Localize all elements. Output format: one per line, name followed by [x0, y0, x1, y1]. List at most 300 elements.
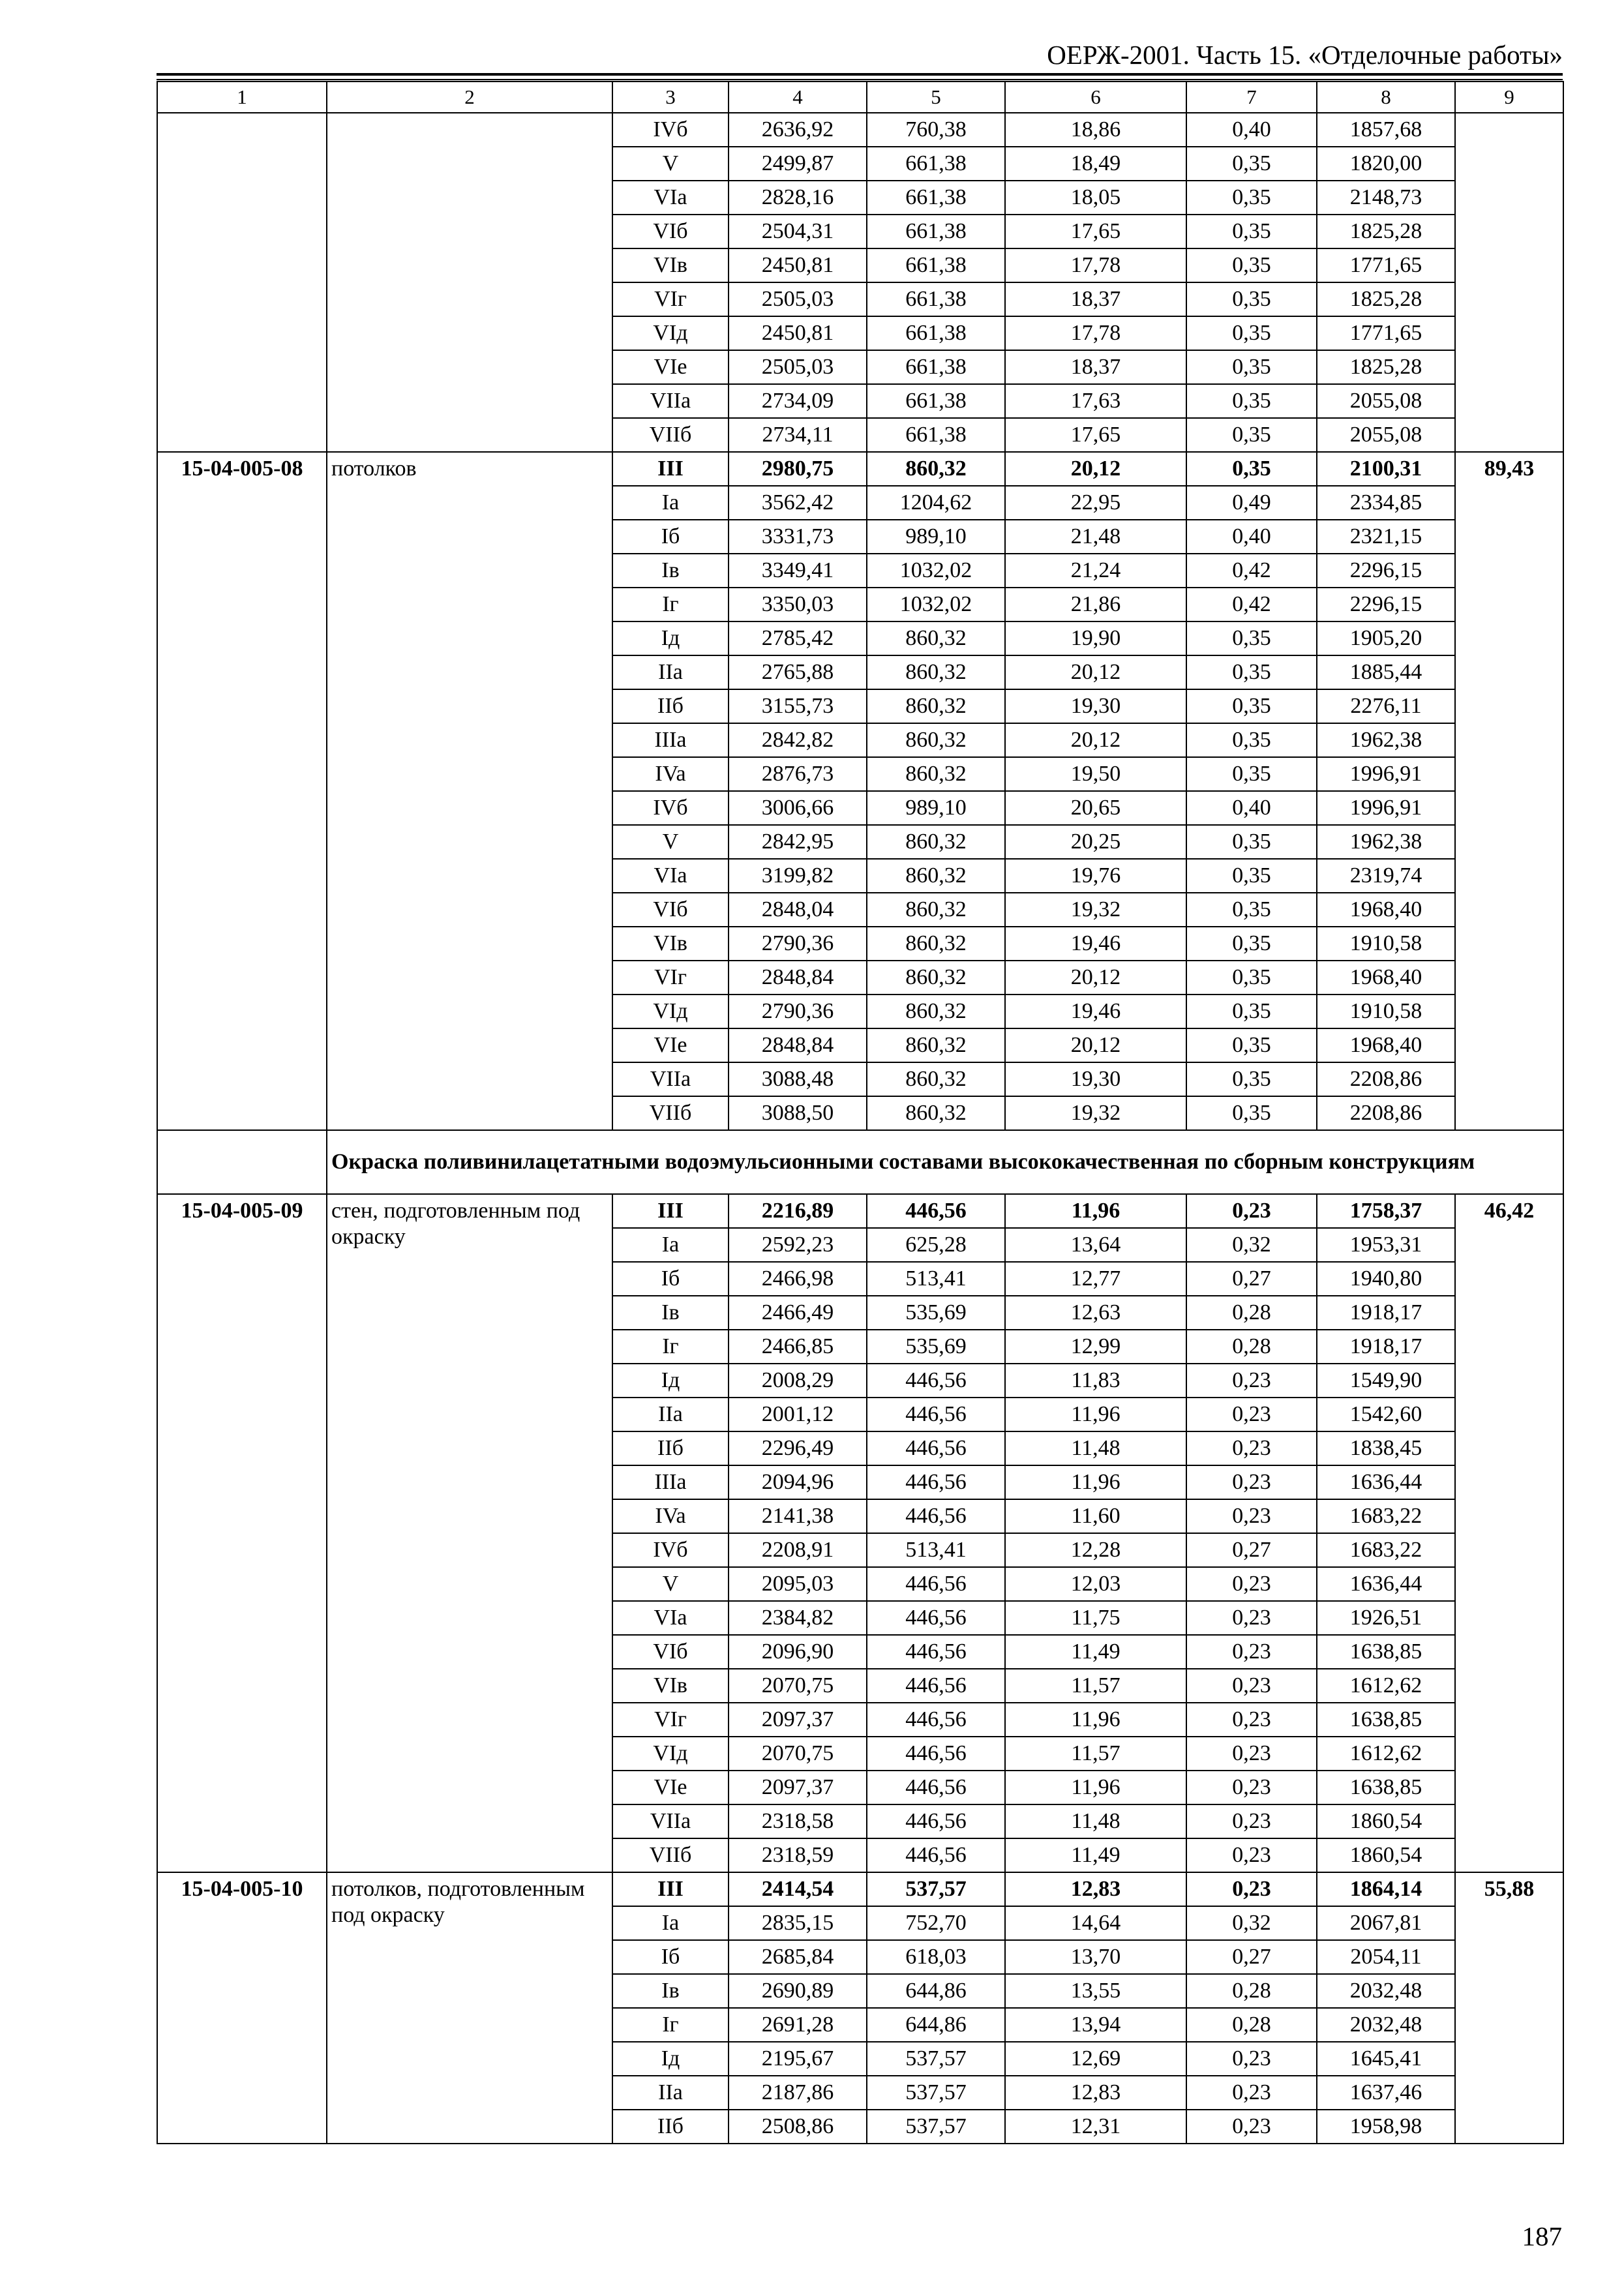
- direct-cost-cell: 2790,36: [729, 995, 867, 1028]
- materials-cell: 1953,31: [1317, 1228, 1455, 1262]
- machine-cost-cell: 12,99: [1005, 1330, 1186, 1364]
- labor-wage-cell: 644,86: [867, 1974, 1005, 2008]
- machine-cost-cell: 11,96: [1005, 1465, 1186, 1499]
- machinist-wage-cell: 0,35: [1186, 961, 1317, 995]
- labor-wage-cell: 860,32: [867, 1062, 1005, 1096]
- machinist-wage-cell: 0,35: [1186, 655, 1317, 689]
- direct-cost-cell: 2466,98: [729, 1262, 867, 1296]
- machine-cost-cell: 11,57: [1005, 1669, 1186, 1703]
- machine-cost-cell: 11,83: [1005, 1364, 1186, 1398]
- machinist-wage-cell: 0,35: [1186, 893, 1317, 927]
- machinist-wage-cell: 0,35: [1186, 316, 1317, 350]
- labor-wage-cell: 661,38: [867, 181, 1005, 215]
- materials-cell: 2276,11: [1317, 689, 1455, 723]
- zone-cell: IVб: [612, 113, 729, 147]
- direct-cost-cell: 2876,73: [729, 757, 867, 791]
- machinist-wage-cell: 0,23: [1186, 1567, 1317, 1601]
- direct-cost-cell: 2296,49: [729, 1431, 867, 1465]
- machinist-wage-cell: 0,27: [1186, 1940, 1317, 1974]
- zone-cell: IIa: [612, 2076, 729, 2110]
- zone-cell: Iд: [612, 621, 729, 655]
- direct-cost-cell: 3350,03: [729, 588, 867, 621]
- rate-code-cell: [157, 113, 327, 452]
- labor-wage-cell: 513,41: [867, 1533, 1005, 1567]
- zone-cell: VIa: [612, 1601, 729, 1635]
- machine-cost-cell: 11,96: [1005, 1194, 1186, 1228]
- labor-cost-cell: 89,43: [1455, 452, 1563, 1130]
- labor-wage-cell: 625,28: [867, 1228, 1005, 1262]
- column-number: 4: [729, 82, 867, 113]
- materials-cell: 1683,22: [1317, 1499, 1455, 1533]
- zone-cell: Iв: [612, 554, 729, 588]
- direct-cost-cell: 2450,81: [729, 316, 867, 350]
- materials-cell: 1758,37: [1317, 1194, 1455, 1228]
- machinist-wage-cell: 0,35: [1186, 689, 1317, 723]
- materials-cell: 2067,81: [1317, 1906, 1455, 1940]
- labor-wage-cell: 860,32: [867, 1028, 1005, 1062]
- direct-cost-cell: 3088,48: [729, 1062, 867, 1096]
- labor-wage-cell: 446,56: [867, 1601, 1005, 1635]
- header-rule-thick: [157, 73, 1563, 76]
- direct-cost-cell: 2508,86: [729, 2110, 867, 2144]
- materials-cell: 1940,80: [1317, 1262, 1455, 1296]
- machine-cost-cell: 20,12: [1005, 961, 1186, 995]
- labor-wage-cell: 537,57: [867, 2076, 1005, 2110]
- machine-cost-cell: 20,12: [1005, 452, 1186, 486]
- machinist-wage-cell: 0,23: [1186, 1431, 1317, 1465]
- machinist-wage-cell: 0,23: [1186, 1771, 1317, 1804]
- direct-cost-cell: 2208,91: [729, 1533, 867, 1567]
- zone-cell: VIв: [612, 927, 729, 961]
- labor-wage-cell: 535,69: [867, 1296, 1005, 1330]
- materials-cell: 1958,98: [1317, 2110, 1455, 2144]
- column-number: 2: [327, 82, 612, 113]
- direct-cost-cell: 2636,92: [729, 113, 867, 147]
- zone-cell: VIa: [612, 181, 729, 215]
- machinist-wage-cell: 0,23: [1186, 1872, 1317, 1906]
- machinist-wage-cell: 0,35: [1186, 757, 1317, 791]
- machinist-wage-cell: 0,35: [1186, 215, 1317, 248]
- labor-wage-cell: 860,32: [867, 689, 1005, 723]
- direct-cost-cell: 2848,04: [729, 893, 867, 927]
- machinist-wage-cell: 0,28: [1186, 1296, 1317, 1330]
- labor-wage-cell: 446,56: [867, 1737, 1005, 1771]
- labor-wage-cell: 860,32: [867, 655, 1005, 689]
- materials-cell: 1542,60: [1317, 1398, 1455, 1431]
- machine-cost-cell: 18,86: [1005, 113, 1186, 147]
- materials-cell: 1962,38: [1317, 825, 1455, 859]
- materials-cell: 2054,11: [1317, 1940, 1455, 1974]
- machinist-wage-cell: 0,35: [1186, 825, 1317, 859]
- table-row: [157, 1194, 1563, 1228]
- machinist-wage-cell: 0,27: [1186, 1262, 1317, 1296]
- page-number: 187: [1522, 2221, 1562, 2251]
- labor-wage-cell: 860,32: [867, 757, 1005, 791]
- labor-wage-cell: 446,56: [867, 1465, 1005, 1499]
- direct-cost-cell: 2848,84: [729, 1028, 867, 1062]
- machine-cost-cell: 19,76: [1005, 859, 1186, 893]
- direct-cost-cell: 2685,84: [729, 1940, 867, 1974]
- machinist-wage-cell: 0,35: [1186, 859, 1317, 893]
- machinist-wage-cell: 0,28: [1186, 2008, 1317, 2042]
- machinist-wage-cell: 0,23: [1186, 1737, 1317, 1771]
- machinist-wage-cell: 0,32: [1186, 1228, 1317, 1262]
- labor-wage-cell: 446,56: [867, 1669, 1005, 1703]
- labor-wage-cell: 446,56: [867, 1398, 1005, 1431]
- zone-cell: Iд: [612, 1364, 729, 1398]
- machine-cost-cell: 20,25: [1005, 825, 1186, 859]
- machine-cost-cell: 13,64: [1005, 1228, 1186, 1262]
- zone-cell: Iд: [612, 2042, 729, 2076]
- labor-wage-cell: 1204,62: [867, 486, 1005, 520]
- labor-wage-cell: 537,57: [867, 2110, 1005, 2144]
- materials-cell: 1637,46: [1317, 2076, 1455, 2110]
- rate-code-cell: 15-04-005-09: [157, 1194, 327, 1872]
- labor-wage-cell: 446,56: [867, 1838, 1005, 1872]
- machine-cost-cell: 18,37: [1005, 350, 1186, 384]
- zone-cell: IVб: [612, 1533, 729, 1567]
- machinist-wage-cell: 0,42: [1186, 588, 1317, 621]
- labor-wage-cell: 860,32: [867, 927, 1005, 961]
- labor-wage-cell: 661,38: [867, 418, 1005, 452]
- materials-cell: 1636,44: [1317, 1465, 1455, 1499]
- machine-cost-cell: 11,96: [1005, 1398, 1186, 1431]
- machinist-wage-cell: 0,32: [1186, 1906, 1317, 1940]
- zone-cell: IIIa: [612, 1465, 729, 1499]
- direct-cost-cell: 2450,81: [729, 248, 867, 282]
- machinist-wage-cell: 0,27: [1186, 1533, 1317, 1567]
- zone-cell: IIa: [612, 655, 729, 689]
- labor-wage-cell: 1032,02: [867, 588, 1005, 621]
- labor-wage-cell: 752,70: [867, 1906, 1005, 1940]
- labor-wage-cell: 1032,02: [867, 554, 1005, 588]
- machine-cost-cell: 17,65: [1005, 418, 1186, 452]
- zone-cell: VIг: [612, 1703, 729, 1737]
- direct-cost-cell: 2466,85: [729, 1330, 867, 1364]
- machine-cost-cell: 17,63: [1005, 384, 1186, 418]
- direct-cost-cell: 2734,11: [729, 418, 867, 452]
- zone-cell: VIIб: [612, 1838, 729, 1872]
- zone-cell: Iб: [612, 1940, 729, 1974]
- materials-cell: 1683,22: [1317, 1533, 1455, 1567]
- zone-cell: VIIa: [612, 1804, 729, 1838]
- machine-cost-cell: 19,46: [1005, 927, 1186, 961]
- zone-cell: Iг: [612, 588, 729, 621]
- zone-cell: Ia: [612, 1228, 729, 1262]
- materials-cell: 1638,85: [1317, 1771, 1455, 1804]
- machine-cost-cell: 12,83: [1005, 2076, 1186, 2110]
- labor-wage-cell: 513,41: [867, 1262, 1005, 1296]
- labor-wage-cell: 537,57: [867, 2042, 1005, 2076]
- table-row: [157, 113, 1563, 147]
- direct-cost-cell: 2141,38: [729, 1499, 867, 1533]
- materials-cell: 1918,17: [1317, 1330, 1455, 1364]
- zone-cell: VIe: [612, 1028, 729, 1062]
- machine-cost-cell: 12,69: [1005, 2042, 1186, 2076]
- direct-cost-cell: 2070,75: [729, 1737, 867, 1771]
- materials-cell: 1838,45: [1317, 1431, 1455, 1465]
- materials-cell: 2319,74: [1317, 859, 1455, 893]
- labor-wage-cell: 661,38: [867, 147, 1005, 181]
- materials-cell: 1885,44: [1317, 655, 1455, 689]
- machinist-wage-cell: 0,35: [1186, 452, 1317, 486]
- zone-cell: Iг: [612, 2008, 729, 2042]
- materials-cell: 1918,17: [1317, 1296, 1455, 1330]
- materials-cell: 1860,54: [1317, 1804, 1455, 1838]
- machine-cost-cell: 11,49: [1005, 1838, 1186, 1872]
- machine-cost-cell: 18,05: [1005, 181, 1186, 215]
- zone-cell: IVб: [612, 791, 729, 825]
- materials-cell: 2100,31: [1317, 452, 1455, 486]
- direct-cost-cell: 2785,42: [729, 621, 867, 655]
- labor-wage-cell: 446,56: [867, 1804, 1005, 1838]
- work-name-cell: [327, 113, 612, 452]
- machine-cost-cell: 20,12: [1005, 655, 1186, 689]
- zone-cell: III: [612, 1872, 729, 1906]
- machinist-wage-cell: 0,35: [1186, 1062, 1317, 1096]
- column-number: 7: [1186, 82, 1317, 113]
- labor-wage-cell: 446,56: [867, 1194, 1005, 1228]
- materials-cell: 1612,62: [1317, 1669, 1455, 1703]
- labor-wage-cell: 989,10: [867, 520, 1005, 554]
- zone-cell: Ia: [612, 486, 729, 520]
- zone-cell: IIa: [612, 1398, 729, 1431]
- labor-wage-cell: 644,86: [867, 2008, 1005, 2042]
- direct-cost-cell: 2691,28: [729, 2008, 867, 2042]
- labor-wage-cell: 446,56: [867, 1431, 1005, 1465]
- machine-cost-cell: 18,37: [1005, 282, 1186, 316]
- machine-cost-cell: 11,57: [1005, 1737, 1186, 1771]
- machine-cost-cell: 11,60: [1005, 1499, 1186, 1533]
- labor-wage-cell: 537,57: [867, 1872, 1005, 1906]
- zone-cell: VIб: [612, 893, 729, 927]
- direct-cost-cell: 2592,23: [729, 1228, 867, 1262]
- zone-cell: IIIa: [612, 723, 729, 757]
- machine-cost-cell: 19,30: [1005, 1062, 1186, 1096]
- machinist-wage-cell: 0,35: [1186, 418, 1317, 452]
- machinist-wage-cell: 0,23: [1186, 1601, 1317, 1635]
- machinist-wage-cell: 0,23: [1186, 1398, 1317, 1431]
- direct-cost-cell: 2097,37: [729, 1771, 867, 1804]
- materials-cell: 1905,20: [1317, 621, 1455, 655]
- materials-cell: 2055,08: [1317, 384, 1455, 418]
- zone-cell: V: [612, 1567, 729, 1601]
- materials-cell: 1638,85: [1317, 1703, 1455, 1737]
- direct-cost-cell: 2734,09: [729, 384, 867, 418]
- page-header: [157, 34, 1563, 72]
- rates-table: [157, 81, 1564, 2144]
- materials-cell: 2208,86: [1317, 1062, 1455, 1096]
- zone-cell: Ia: [612, 1906, 729, 1940]
- labor-wage-cell: 860,32: [867, 961, 1005, 995]
- machinist-wage-cell: 0,28: [1186, 1974, 1317, 2008]
- machine-cost-cell: 13,94: [1005, 2008, 1186, 2042]
- zone-cell: VIг: [612, 961, 729, 995]
- zone-cell: VIд: [612, 1737, 729, 1771]
- zone-cell: Iб: [612, 520, 729, 554]
- machine-cost-cell: 11,49: [1005, 1635, 1186, 1669]
- machine-cost-cell: 12,03: [1005, 1567, 1186, 1601]
- machine-cost-cell: 19,32: [1005, 1096, 1186, 1130]
- machinist-wage-cell: 0,40: [1186, 791, 1317, 825]
- direct-cost-cell: 2384,82: [729, 1601, 867, 1635]
- machinist-wage-cell: 0,35: [1186, 248, 1317, 282]
- zone-cell: IIб: [612, 1431, 729, 1465]
- direct-cost-cell: 3155,73: [729, 689, 867, 723]
- column-number: 5: [867, 82, 1005, 113]
- direct-cost-cell: 2414,54: [729, 1872, 867, 1906]
- labor-wage-cell: 535,69: [867, 1330, 1005, 1364]
- materials-cell: 2296,15: [1317, 588, 1455, 621]
- zone-cell: Iб: [612, 1262, 729, 1296]
- labor-wage-cell: 446,56: [867, 1567, 1005, 1601]
- zone-cell: V: [612, 147, 729, 181]
- materials-cell: 1996,91: [1317, 791, 1455, 825]
- machinist-wage-cell: 0,35: [1186, 181, 1317, 215]
- materials-cell: 1638,85: [1317, 1635, 1455, 1669]
- zone-cell: VIв: [612, 1669, 729, 1703]
- machinist-wage-cell: 0,23: [1186, 2110, 1317, 2144]
- materials-cell: 1857,68: [1317, 113, 1455, 147]
- direct-cost-cell: 2690,89: [729, 1974, 867, 2008]
- machinist-wage-cell: 0,23: [1186, 1194, 1317, 1228]
- machinist-wage-cell: 0,35: [1186, 147, 1317, 181]
- direct-cost-cell: 2216,89: [729, 1194, 867, 1228]
- labor-wage-cell: 860,32: [867, 723, 1005, 757]
- work-name-cell: потолков: [327, 452, 612, 1130]
- labor-wage-cell: 446,56: [867, 1364, 1005, 1398]
- zone-cell: VIд: [612, 316, 729, 350]
- zone-cell: IVa: [612, 1499, 729, 1533]
- materials-cell: 2296,15: [1317, 554, 1455, 588]
- machinist-wage-cell: 0,35: [1186, 282, 1317, 316]
- machine-cost-cell: 12,31: [1005, 2110, 1186, 2144]
- zone-cell: VIIa: [612, 1062, 729, 1096]
- materials-cell: 1636,44: [1317, 1567, 1455, 1601]
- machinist-wage-cell: 0,35: [1186, 1096, 1317, 1130]
- section-heading: Окраска поливинилацетатными водоэмульсионными составами высококачественная по сборным конструкциям: [327, 1130, 1563, 1194]
- machine-cost-cell: 11,48: [1005, 1804, 1186, 1838]
- materials-cell: 1612,62: [1317, 1737, 1455, 1771]
- zone-cell: VIe: [612, 350, 729, 384]
- direct-cost-cell: 3349,41: [729, 554, 867, 588]
- machine-cost-cell: 17,65: [1005, 215, 1186, 248]
- machine-cost-cell: 19,50: [1005, 757, 1186, 791]
- labor-cost-cell: 46,42: [1455, 1194, 1563, 1872]
- labor-wage-cell: 446,56: [867, 1499, 1005, 1533]
- machinist-wage-cell: 0,35: [1186, 723, 1317, 757]
- direct-cost-cell: 3088,50: [729, 1096, 867, 1130]
- machine-cost-cell: 21,48: [1005, 520, 1186, 554]
- labor-cost-cell: 55,88: [1455, 1872, 1563, 2144]
- machine-cost-cell: 17,78: [1005, 316, 1186, 350]
- machine-cost-cell: 20,12: [1005, 1028, 1186, 1062]
- section-code-cell: [157, 1130, 327, 1194]
- machine-cost-cell: 12,28: [1005, 1533, 1186, 1567]
- materials-cell: 1825,28: [1317, 350, 1455, 384]
- zone-cell: Iв: [612, 1296, 729, 1330]
- materials-cell: 1910,58: [1317, 995, 1455, 1028]
- direct-cost-cell: 2505,03: [729, 282, 867, 316]
- machine-cost-cell: 21,86: [1005, 588, 1186, 621]
- column-number: 8: [1317, 82, 1455, 113]
- machinist-wage-cell: 0,23: [1186, 2076, 1317, 2110]
- materials-cell: 1645,41: [1317, 2042, 1455, 2076]
- materials-cell: 1968,40: [1317, 1028, 1455, 1062]
- direct-cost-cell: 2001,12: [729, 1398, 867, 1431]
- zone-cell: Iг: [612, 1330, 729, 1364]
- direct-cost-cell: 3562,42: [729, 486, 867, 520]
- direct-cost-cell: 2505,03: [729, 350, 867, 384]
- machine-cost-cell: 20,12: [1005, 723, 1186, 757]
- direct-cost-cell: 2094,96: [729, 1465, 867, 1499]
- machine-cost-cell: 19,30: [1005, 689, 1186, 723]
- labor-wage-cell: 661,38: [867, 384, 1005, 418]
- zone-cell: III: [612, 452, 729, 486]
- machinist-wage-cell: 0,23: [1186, 1838, 1317, 1872]
- zone-cell: VIв: [612, 248, 729, 282]
- materials-cell: 1962,38: [1317, 723, 1455, 757]
- materials-cell: 1968,40: [1317, 961, 1455, 995]
- section-row: [157, 1130, 1563, 1194]
- materials-cell: 1864,14: [1317, 1872, 1455, 1906]
- direct-cost-cell: 2096,90: [729, 1635, 867, 1669]
- materials-cell: 2032,48: [1317, 2008, 1455, 2042]
- machinist-wage-cell: 0,35: [1186, 927, 1317, 961]
- direct-cost-cell: 3006,66: [729, 791, 867, 825]
- zone-cell: VIIб: [612, 418, 729, 452]
- machinist-wage-cell: 0,42: [1186, 554, 1317, 588]
- rate-code-cell: 15-04-005-10: [157, 1872, 327, 2144]
- machinist-wage-cell: 0,23: [1186, 1364, 1317, 1398]
- machinist-wage-cell: 0,35: [1186, 621, 1317, 655]
- materials-cell: 1968,40: [1317, 893, 1455, 927]
- materials-cell: 1771,65: [1317, 248, 1455, 282]
- machine-cost-cell: 12,83: [1005, 1872, 1186, 1906]
- direct-cost-cell: 2848,84: [729, 961, 867, 995]
- column-number-row: [157, 82, 1563, 113]
- machine-cost-cell: 12,63: [1005, 1296, 1186, 1330]
- zone-cell: VIIa: [612, 384, 729, 418]
- materials-cell: 2032,48: [1317, 1974, 1455, 2008]
- machine-cost-cell: 19,32: [1005, 893, 1186, 927]
- machinist-wage-cell: 0,40: [1186, 113, 1317, 147]
- labor-wage-cell: 618,03: [867, 1940, 1005, 1974]
- direct-cost-cell: 2095,03: [729, 1567, 867, 1601]
- materials-cell: 2208,86: [1317, 1096, 1455, 1130]
- machinist-wage-cell: 0,23: [1186, 1465, 1317, 1499]
- machinist-wage-cell: 0,49: [1186, 486, 1317, 520]
- machine-cost-cell: 11,48: [1005, 1431, 1186, 1465]
- work-name-cell: потолков, подготовленным под окраску: [327, 1872, 612, 2144]
- header-title: ОЕРЖ-2001. Часть 15. «Отделочные работы»: [1047, 40, 1563, 70]
- work-name-cell: стен, подготовленным под окраску: [327, 1194, 612, 1872]
- zone-cell: VIд: [612, 995, 729, 1028]
- zone-cell: IIб: [612, 2110, 729, 2144]
- machine-cost-cell: 12,77: [1005, 1262, 1186, 1296]
- machinist-wage-cell: 0,35: [1186, 384, 1317, 418]
- labor-wage-cell: 860,32: [867, 859, 1005, 893]
- header-rule-thin: [157, 79, 1563, 80]
- direct-cost-cell: 2842,82: [729, 723, 867, 757]
- materials-cell: 2148,73: [1317, 181, 1455, 215]
- column-number: 1: [157, 82, 327, 113]
- machinist-wage-cell: 0,35: [1186, 1028, 1317, 1062]
- machine-cost-cell: 13,55: [1005, 1974, 1186, 2008]
- column-number: 9: [1455, 82, 1563, 113]
- direct-cost-cell: 2097,37: [729, 1703, 867, 1737]
- zone-cell: VIa: [612, 859, 729, 893]
